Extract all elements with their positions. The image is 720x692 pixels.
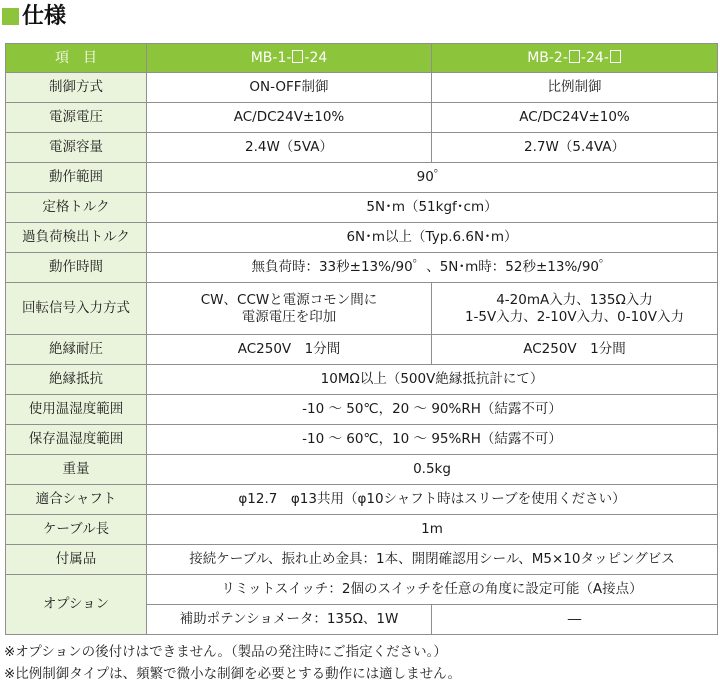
row-value-1: ON-OFF制御 [147,73,432,103]
table-row [6,73,718,103]
row-label: ケーブル長 [6,515,147,545]
row-label: 過負荷検出トルク [6,223,147,253]
title-square-icon [2,8,19,25]
row-label: 回転信号入力方式 [6,283,147,335]
row-value-1: CW、CCWと電源コモン間に 電源電圧を印加 [147,283,432,335]
table-row [6,163,718,193]
row-value: 接続ケーブル、振れ止め金具：1本、開閉確認用シール、M5×10タッピングビス [147,545,718,575]
row-value-1: AC/DC24V±10% [147,103,432,133]
footnote: ※オプションの後付けはできません。（製品の発注時にご指定ください。） [4,644,447,660]
row-value-2: AC250V 1分間 [432,335,718,365]
footnotes [4,641,461,685]
row-value-2: 4-20mA入力、135Ω入力 1-5V入力、2-10V入力、0-10V入力 [432,283,718,335]
table-row [6,365,718,395]
row-label: 保存温湿度範囲 [6,425,147,455]
row-value-1: 2.4W（5VA） [147,133,432,163]
row-label: オプション [6,575,147,635]
row-value: 1m [147,515,718,545]
section-title [0,0,720,42]
table-row [6,253,718,283]
table-row [6,575,718,605]
row-value: 5N･m（51kgf･cm） [147,193,718,223]
row-value-option-top: リミットスイッチ：2個のスイッチを任意の角度に設定可能（A接点） [147,575,718,605]
placeholder-box-icon [569,50,580,63]
table-row [6,485,718,515]
row-value-2: AC/DC24V±10% [432,103,718,133]
table-row [6,455,718,485]
header-model-2: MB-2- -24- [432,44,718,73]
row-value: 90゜ [147,163,718,193]
row-label: 動作時間 [6,253,147,283]
row-value-option-2: ― [432,605,718,635]
row-value: φ12.7 φ13共用（φ10シャフト時はスリーブを使用ください） [147,485,718,515]
placeholder-box-icon [610,50,621,63]
footnote: ※比例制御タイプは、頻繁で微小な制御を必要とする動作には適しません。 [4,666,461,682]
header-model-1: MB-1- -24 [147,44,432,73]
row-label: 適合シャフト [6,485,147,515]
table-row [6,223,718,253]
row-label: 付属品 [6,545,147,575]
row-label: 定格トルク [6,193,147,223]
table-row [6,545,718,575]
table-row [6,193,718,223]
table-row [6,283,718,335]
row-label: 電源容量 [6,133,147,163]
row-value: 無負荷時：33秒±13%/90゜、5N･m時：52秒±13%/90゜ [147,253,718,283]
row-value-2: 2.7W（5.4VA） [432,133,718,163]
table-row [6,103,718,133]
row-label: 絶縁耐圧 [6,335,147,365]
page-title: 仕様 [22,4,67,29]
row-label: 制御方式 [6,73,147,103]
row-label: 重量 [6,455,147,485]
row-label: 使用温湿度範囲 [6,395,147,425]
table-row [6,133,718,163]
table-row [6,335,718,365]
table-row [6,395,718,425]
row-value-1: AC250V 1分間 [147,335,432,365]
placeholder-box-icon [292,50,303,63]
row-value: 10MΩ以上（500V絶縁抵抗計にて） [147,365,718,395]
table-row [6,515,718,545]
row-value: 0.5kg [147,455,718,485]
row-value: 6N･m以上（Typ.6.6N･m） [147,223,718,253]
row-label: 動作範囲 [6,163,147,193]
row-value: -10 ～ 50℃，20 ～ 90%RH（結露不可） [147,395,718,425]
row-label: 電源電圧 [6,103,147,133]
row-label: 絶縁抵抗 [6,365,147,395]
row-value-option-1: 補助ポテンショメータ：135Ω、1W [147,605,432,635]
header-item: 項 目 [6,44,147,73]
row-value: -10 ～ 60℃，10 ～ 95%RH（結露不可） [147,425,718,455]
row-value-2: 比例制御 [432,73,718,103]
spec-table [5,43,718,635]
table-row [6,425,718,455]
table-header-row [6,44,718,73]
